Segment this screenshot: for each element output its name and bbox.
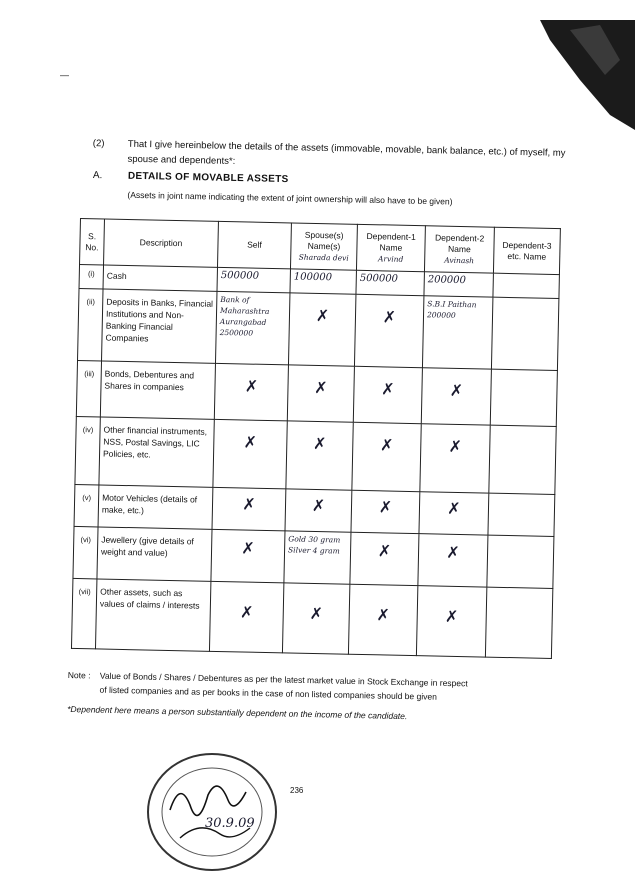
- signature-date: 30.9.09: [205, 816, 255, 831]
- row-dep2: [420, 424, 490, 493]
- row-spouse: [288, 293, 355, 366]
- row-sno: (i): [79, 265, 103, 289]
- row-self: [213, 419, 287, 489]
- cross-mark: ✗: [239, 602, 254, 622]
- cross-mark: ✗: [381, 379, 395, 399]
- row-dep1: 500000: [356, 270, 424, 295]
- row-spouse: 100000: [290, 269, 356, 294]
- cross-mark: ✗: [382, 307, 397, 327]
- header-dep1: [356, 224, 425, 271]
- row-dep2: 200000: [424, 272, 493, 297]
- row-dep2: [419, 492, 489, 535]
- cross-mark: ✗: [314, 377, 328, 398]
- cross-mark: ✗: [379, 435, 394, 455]
- row-dep1: [348, 584, 417, 655]
- row-description: Cash: [103, 265, 217, 291]
- note-line-2: of listed companies and as per books in the case of non listed companies should be given: [99, 684, 437, 702]
- row-dep3: [493, 273, 559, 298]
- corner-mark: —: [60, 70, 69, 80]
- row-self: Bank of Maharashtra Aurangabad 2500000: [215, 291, 289, 365]
- cross-mark: ✗: [447, 498, 461, 519]
- dep1-handwritten-name: Arvind: [377, 254, 404, 264]
- header-sno: S. No.: [80, 219, 105, 265]
- row-dep3: [490, 369, 557, 426]
- row-dep3: [485, 587, 552, 658]
- row-dep2: [421, 368, 491, 425]
- row-self: [214, 363, 288, 421]
- cross-mark: ✗: [241, 538, 256, 558]
- dep2-handwritten-name: Avinash: [444, 255, 475, 266]
- row-self: [211, 529, 285, 583]
- row-spouse: [286, 421, 353, 490]
- spouse-handwritten-name: Sharada devi: [298, 252, 349, 263]
- row-dep3: [487, 535, 554, 588]
- row-sno: (iii): [76, 360, 101, 416]
- intro-paragraph: [92, 136, 583, 167]
- header-spouse-label: Spouse(s) Name(s): [304, 229, 344, 252]
- row-self: [212, 487, 286, 531]
- cross-mark: ✗: [244, 376, 259, 396]
- footnote: [67, 668, 568, 722]
- row-self: 500000: [217, 267, 290, 293]
- row-spouse: [287, 365, 354, 422]
- row-self: [209, 581, 283, 653]
- cross-mark: ✗: [311, 495, 326, 516]
- cross-mark: ✗: [315, 305, 330, 326]
- cross-mark: ✗: [312, 433, 327, 454]
- official-stamp: [140, 740, 290, 875]
- row-dep2: S.B.I Paithan 200000: [422, 296, 492, 369]
- row-dep1: [351, 490, 420, 533]
- intro-text: That I give hereinbelow the details of the assets (immovable, movable, bank balance, etc.) of myself, my spouse and dependents*:: [127, 138, 566, 167]
- cross-mark: ✗: [376, 605, 391, 625]
- intro-number: (2): [92, 137, 105, 150]
- movable-assets-table-wrap: [71, 218, 561, 659]
- table-row: [76, 360, 557, 426]
- row-spouse: [285, 489, 352, 532]
- row-dep3: [488, 493, 555, 536]
- cross-mark: ✗: [243, 432, 258, 452]
- row-description: Other assets, such as values of claims / interests: [95, 579, 210, 651]
- row-dep3: [489, 425, 556, 494]
- header-description: Description: [104, 219, 219, 267]
- row-description: Jewellery (give details of weight and value): [97, 527, 212, 581]
- row-spouse: Gold 30 gram Silver 4 gram: [284, 531, 351, 584]
- cross-mark: ✗: [309, 603, 324, 624]
- table-row: [75, 416, 556, 494]
- header-spouse: [290, 223, 357, 270]
- section-title: DETAILS OF MOVABLE ASSETS: [127, 170, 289, 186]
- note-label: Note :: [67, 669, 91, 681]
- note-line-1: Value of Bonds / Shares / Debentures as per the latest market value in Stock Exchange in respect: [99, 670, 468, 689]
- row-dep3: [491, 297, 558, 370]
- dependent-definition: *Dependent here means a person substantially dependent on the income of the candidate.: [67, 703, 408, 722]
- scan-shadow-corner: [540, 20, 635, 130]
- row-dep2: [416, 586, 486, 657]
- row-dep2: [418, 534, 488, 587]
- row-sno: (iv): [75, 416, 100, 484]
- row-description: Motor Vehicles (details of make, etc.): [98, 485, 213, 529]
- section-letter: A.: [92, 170, 103, 182]
- row-sno: (v): [74, 484, 99, 526]
- page-number: 236: [290, 786, 304, 795]
- cross-mark: ✗: [377, 541, 392, 561]
- header-self: Self: [217, 221, 291, 269]
- header-dep3: Dependent-3 etc. Name: [493, 227, 560, 274]
- row-dep1: [353, 366, 422, 423]
- cross-mark: ✗: [378, 497, 393, 517]
- row-description: Other financial instruments, NSS, Postal Savings, LIC Policies, etc.: [99, 417, 214, 487]
- row-sno: (vii): [71, 578, 96, 648]
- header-dep2-label: Dependent-2 Name: [434, 232, 485, 255]
- section-subtitle: (Assets in joint name indicating the extent of joint ownership will also have to be given): [127, 189, 453, 207]
- cross-mark: ✗: [449, 380, 464, 401]
- header-dep1-label: Dependent-1 Name: [366, 231, 416, 253]
- table-row: [71, 578, 552, 658]
- row-description: Deposits in Banks, Financial Institutions and Non-Banking Financial Companies: [102, 289, 217, 363]
- row-sno: (ii): [78, 288, 104, 360]
- row-dep1: [354, 294, 423, 367]
- row-dep1: [352, 422, 421, 491]
- header-dep2: [424, 226, 494, 273]
- cross-mark: ✗: [446, 542, 460, 563]
- table-row: [78, 288, 559, 370]
- row-sno: (vi): [73, 526, 98, 578]
- cross-mark: ✗: [444, 606, 459, 627]
- row-description: Bonds, Debentures and Shares in companies: [100, 361, 215, 419]
- cross-mark: ✗: [242, 494, 256, 514]
- movable-assets-table: [71, 218, 561, 659]
- row-spouse: [282, 583, 349, 654]
- cross-mark: ✗: [448, 436, 463, 457]
- row-dep1: [350, 532, 419, 585]
